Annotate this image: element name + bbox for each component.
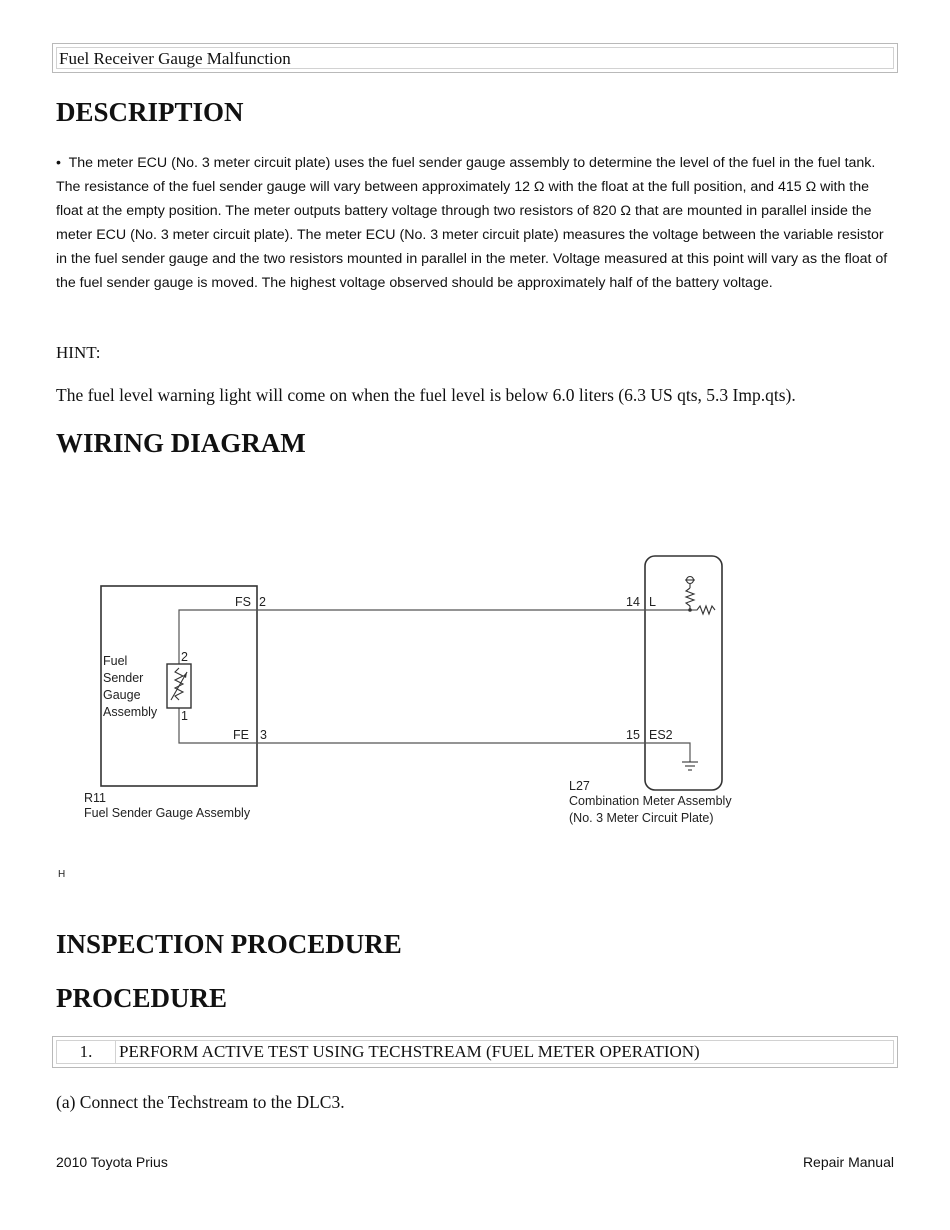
sender-label-line3: Gauge [103, 688, 141, 702]
description-text: The meter ECU (No. 3 meter circuit plate) uses the fuel sender gauge assembly to determine the level of the fuel in the fuel tank. The resistance of the fuel sender gauge will vary between approximately 12 Ω with the float at the full position, and 415 Ω with the float at the empty position. The meter outputs battery voltage through two resistors of 820 Ω that are mounted in parallel inside the meter ECU (No. 3 meter circuit plate). The meter ECU (No. 3 meter circuit plate) measures the voltage between the variable resistor in the fuel sender gauge and the two resistors mounted in parallel in the meter. Voltage measured at this point will vary as the float of the fuel sender gauge is moved. The highest voltage observed should be approximately half of the battery voltage. [56, 155, 888, 291]
combination-meter-box [645, 556, 722, 790]
sender-label-line4: Assembly [103, 705, 158, 719]
document-title: Fuel Receiver Gauge Malfunction [56, 47, 894, 69]
pin-fe-number: 3 [260, 728, 267, 742]
procedure-step-row [52, 1036, 898, 1068]
pin-l-number: 14 [626, 595, 640, 609]
procedure-heading: PROCEDURE [56, 983, 228, 1013]
pin-es2-label: ES2 [649, 728, 673, 742]
sub-step-a: (a) Connect the Techstream to the DLC3. [56, 1092, 345, 1112]
step-title: PERFORM ACTIVE TEST USING TECHSTREAM (FUEL METER OPERATION) [116, 1040, 894, 1064]
wiring-diagram-heading: WIRING DIAGRAM [56, 428, 306, 458]
hint-text: The fuel level warning light will come on when the fuel level is below 6.0 liters (6.3 US qts, 5.3 Imp.qts). [56, 385, 796, 405]
right-component-name-1: Combination Meter Assembly [569, 794, 732, 808]
bullet: • [56, 155, 61, 171]
pin-fs-number: 2 [259, 595, 266, 609]
sender-label-line1: Fuel [103, 654, 128, 668]
description-heading: DESCRIPTION [56, 97, 244, 127]
wire-fe-es2 [179, 708, 690, 762]
meter-resistor-1 [686, 588, 694, 610]
pin-l-label: L [649, 595, 656, 609]
diagram-footnote: H [58, 869, 66, 880]
footer-vehicle: 2010 Toyota Prius [56, 1154, 168, 1170]
left-component-ref: R11 [84, 791, 107, 805]
inspection-heading: INSPECTION PROCEDURE [56, 929, 402, 959]
hint-label: HINT: [56, 343, 101, 362]
right-component-ref: L27 [569, 779, 590, 793]
footer-manual: Repair Manual [802, 1154, 894, 1170]
pin-es2-number: 15 [626, 728, 640, 742]
step-number: 1. [56, 1040, 116, 1064]
resistor-pin-bottom: 1 [181, 709, 188, 723]
resistor-pin-top: 2 [181, 650, 188, 664]
wire-fs-l [179, 610, 645, 664]
resistor-zigzag [175, 668, 183, 700]
sender-label-line2: Sender [103, 671, 144, 685]
right-component-name-2: (No. 3 Meter Circuit Plate) [569, 811, 714, 825]
junction-dot [688, 608, 692, 612]
left-component-name: Fuel Sender Gauge Assembly [84, 806, 251, 820]
pin-fs-label: FS [235, 595, 251, 609]
pin-fe-label: FE [233, 728, 249, 742]
meter-resistor-2 [690, 606, 715, 614]
